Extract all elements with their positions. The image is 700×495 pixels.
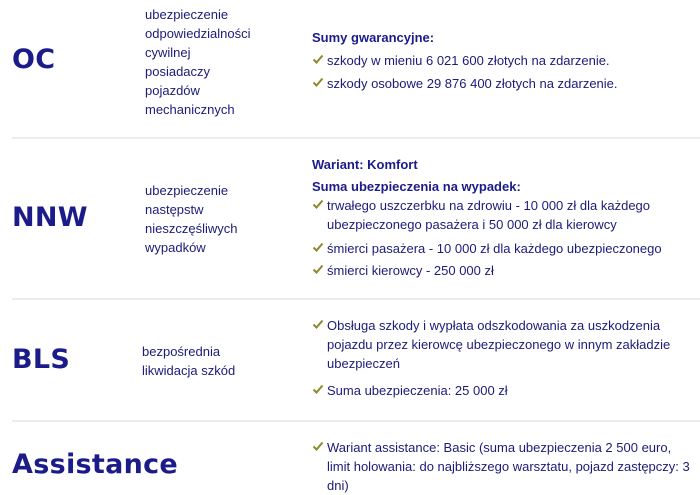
coverage-description: bezpośrednia likwidacja szkód xyxy=(142,344,236,378)
checkmark-icon xyxy=(312,198,324,210)
coverage-description: ubezpieczenie następstw nieszczęśliwych wypadków xyxy=(145,183,238,255)
coverage-details xyxy=(312,316,700,400)
coverage-row-assistance xyxy=(0,422,700,492)
coverage-code: NNW xyxy=(12,202,88,233)
coverage-code: OC xyxy=(12,44,56,75)
list-item: Obsługa szkody i wypłata odszkodowania za uszkodzenia pojazdu przez kierowcę ubezpieczonego w innym zakładzie ubezpieczeń xyxy=(312,316,700,373)
list-item: szkody osobowe 29 876 400 złotych na zdarzenie. xyxy=(312,74,700,93)
coverage-code: Assistance xyxy=(12,449,179,480)
list-item: Wariant assistance: Basic (suma ubezpieczenia 2 500 euro, limit holowania: do najbliższego warsztatu, pojazd zastępczy: 3 dni) xyxy=(312,438,700,495)
coverage-row-bls xyxy=(0,300,700,420)
variant-label: Wariant: Komfort xyxy=(312,157,418,172)
list-item: Suma ubezpieczenia: 25 000 zł xyxy=(312,381,700,400)
checkmark-icon xyxy=(312,241,324,253)
list-item: śmierci pasażera - 10 000 zł dla każdego ubezpieczonego xyxy=(312,239,700,258)
coverage-heading: Suma ubezpieczenia na wypadek: xyxy=(312,179,521,194)
coverage-details xyxy=(312,28,700,93)
list-item: trwałego uszczerbku na zdrowiu - 10 000 zł dla każdego ubezpieczonego pasażera i 50 000 zł dla kierowcy xyxy=(312,196,700,234)
checkmark-icon xyxy=(312,318,324,330)
checkmark-icon xyxy=(312,383,324,395)
coverage-description: ubezpieczenie odpowiedzialności cywilnej posiadaczy pojazdów mechanicznych xyxy=(145,7,251,117)
list-item: śmierci kierowcy - 250 000 zł xyxy=(312,261,700,280)
coverage-heading: Sumy gwarancyjne: xyxy=(312,30,435,45)
coverage-details xyxy=(312,155,700,280)
checkmark-icon xyxy=(312,53,324,65)
checkmark-icon xyxy=(312,440,324,452)
coverage-row-oc xyxy=(0,0,700,138)
list-item: szkody w mieniu 6 021 600 złotych na zdarzenie. xyxy=(312,51,700,70)
coverage-code: BLS xyxy=(12,344,71,375)
coverage-row-nnw xyxy=(0,139,700,299)
coverage-details xyxy=(312,438,700,495)
checkmark-icon xyxy=(312,76,324,88)
checkmark-icon xyxy=(312,263,324,275)
